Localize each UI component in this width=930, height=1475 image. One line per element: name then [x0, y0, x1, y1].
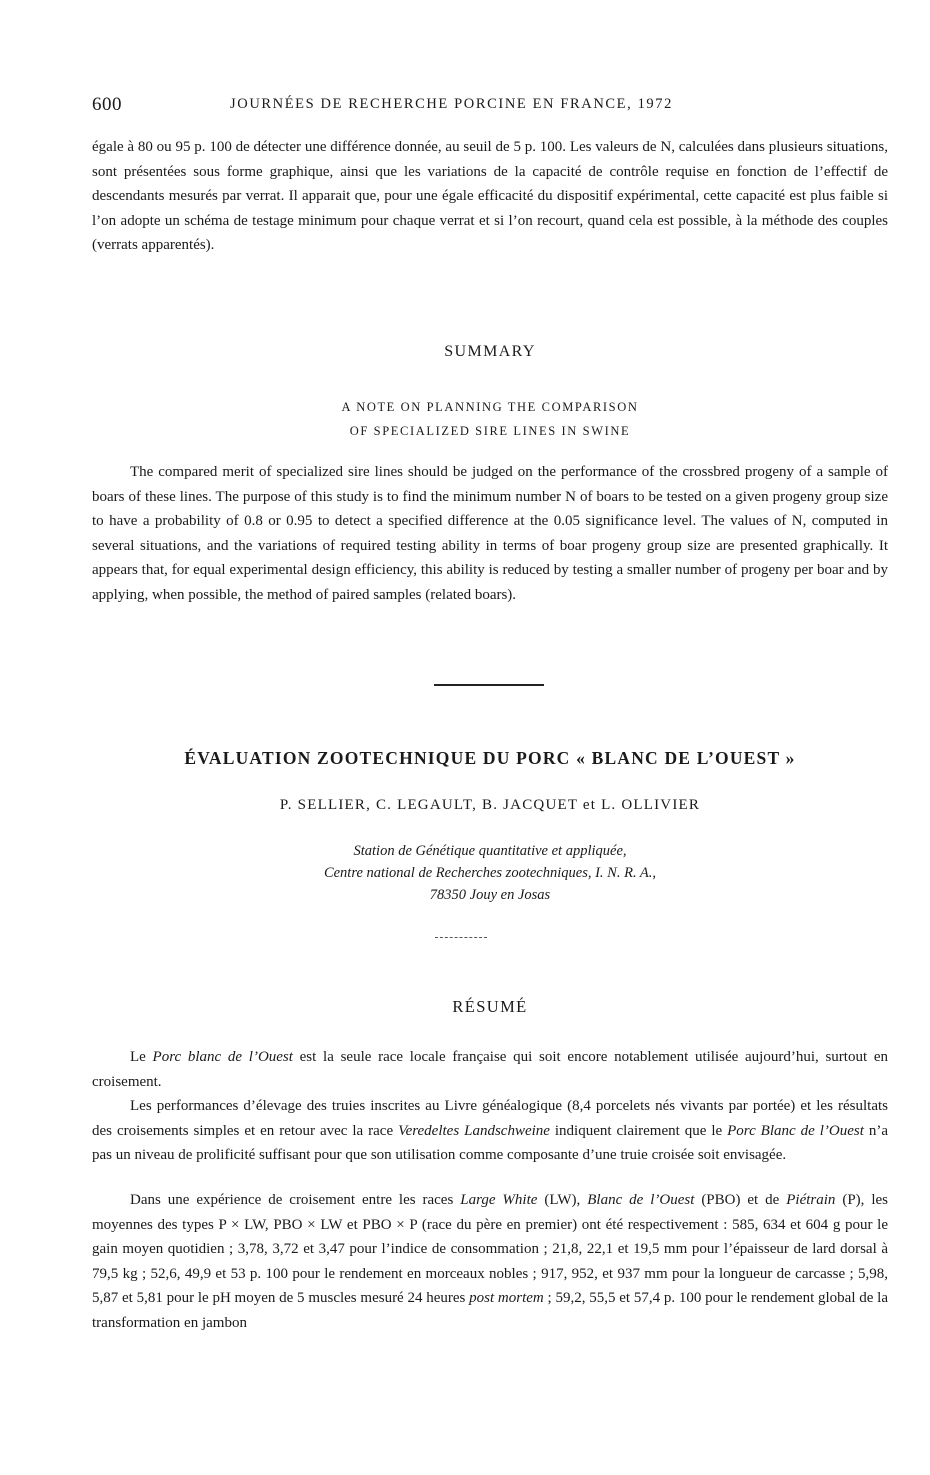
article-authors: P. SELLIER, C. LEGAULT, B. JACQUET et L. OLLIVIER	[279, 797, 701, 813]
summary-title-line-2: OF SPECIALIZED SIRE LINES IN SWINE	[349, 424, 631, 438]
resume-paragraph-3: Dans une expérience de croisement entre les races Large White (LW), Blanc de l’Ouest (PBO) et de Piétrain (P), les moyennes des types P × LW, PBO × LW et PBO × P (race du père en premier) ont été respectivement : 585, 634 et 604 g pour le gain moyen quotidien ; 3,78, 3,72 et 3,47 pour l’indice de consommation ; 21,8, 22,1 et 19,5 mm pour l’épaisseur de lard dorsal à 79,5 kg ; 52,6, 49,9 et 53 p. 100 pour le rendement en morceaux nobles ; 917, 952, et 937 mm pour la longueur de carcasse ; 5,98, 5,87 et 5,81 pour le pH moyen de 5 muscles mesuré 24 heures post mortem ; 59,2, 55,5 et 57,4 p. 100 pour le rendement global de la transformation en jambon	[92, 1192, 889, 1331]
section-divider	[434, 684, 544, 686]
summary-title-line-1: A NOTE ON PLANNING THE COMPARISON	[341, 400, 639, 414]
running-header	[92, 94, 888, 118]
resume-paragraph-1: Le Porc blanc de l’Ouest est la seule race locale française qui soit encore notablement utilisée aujourd’hui, surtout en croisement.	[92, 1049, 888, 1090]
resume-heading: RÉSUMÉ	[452, 997, 528, 1016]
affiliation-line-3: 78350 Jouy en Josas	[429, 887, 551, 903]
page-number: 600	[92, 94, 122, 115]
affiliation-line-2: Centre national de Recherches zootechniques, I. N. R. A.,	[323, 865, 657, 881]
affiliation	[92, 840, 888, 906]
resume-paragraph-2: Les performances d’élevage des truies inscrites au Livre généalogique (8,4 porcelets nés vivants par portée) et les résultats des croisements simples et en retour avec la race Veredeltes Landschweine indiquent clairement que le Porc Blanc de l’Ouest n’a pas un niveau de prolificité suffisant pour que son utilisation comme composante d’une truie croisée soit envisagée.	[92, 1098, 888, 1164]
document-page	[92, 0, 888, 1475]
short-divider	[435, 937, 487, 938]
article-title: ÉVALUATION ZOOTECHNIQUE DU PORC « BLANC DE L’OUEST »	[184, 748, 796, 768]
journal-title: JOURNÉES DE RECHERCHE PORCINE EN FRANCE, 1972	[230, 96, 673, 112]
summary-heading: SUMMARY	[444, 343, 536, 360]
continued-paragraph: égale à 80 ou 95 p. 100 de détecter une différence donnée, au seuil de 5 p. 100. Les valeurs de N, calculées dans plusieurs situations, sont présentées sous forme graphique, ainsi que les variations de la capacité de contrôle requise en fonction de l’effectif de descendants mesurés par verrat. Il apparait que, pour une égale efficacité du dispositif expérimental, cette capacité est plus faible si l’on adopte un schéma de testage minimum pour chaque verrat et si l’on recourt, quand cela est possible, à la méthode des couples (verrats apparentés).	[92, 139, 888, 254]
summary-body: The compared merit of specialized sire lines should be judged on the performance of the crossbred progeny of a sample of boars of these lines. The purpose of this study is to find the minimum number N of boars to be tested on a given progeny group size to have a probability of 0.8 or 0.95 to detect a specified difference at the 0.05 significance level. The values of N, computed in several situations, and the variations of required testing ability in terms of boar progeny group size are presented graphically. It appears that, for equal experimental design efficiency, this ability is reduced by testing a smaller number of progeny per boar and by applying, when possible, the method of paired samples (related boars).	[92, 464, 888, 603]
affiliation-line-1: Station de Génétique quantitative et appliquée,	[353, 843, 627, 859]
